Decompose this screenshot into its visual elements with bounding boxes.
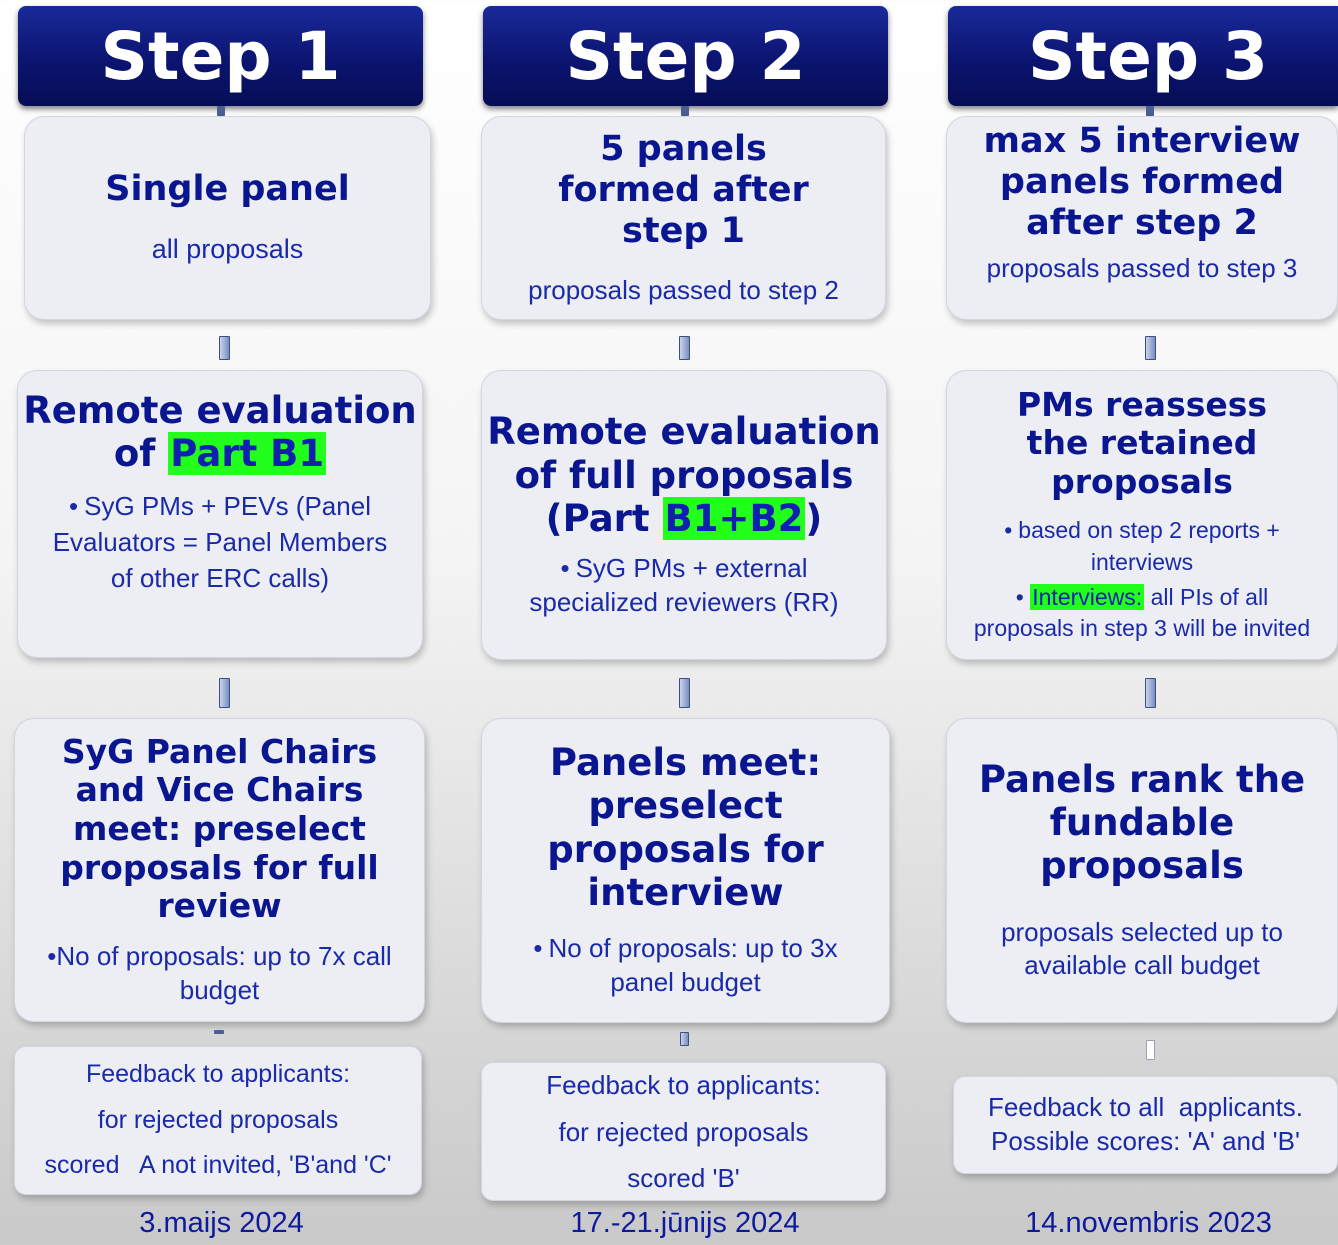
step-2-box3-body-text: No of proposals: up to 3x panel budget: [548, 933, 838, 998]
step-1-arrow-1: [219, 336, 230, 360]
step-1-remote-eval-box: [17, 370, 423, 658]
step-1-feedback-line3: scored A not invited, 'B'and 'C': [44, 1151, 392, 1180]
step-2-box3-body: [482, 932, 889, 1000]
step-2-box2-title-line1: Remote evaluation: [487, 410, 881, 454]
step-1-chairs-meet-box: [14, 718, 425, 1022]
step-1-feedback-box: [14, 1046, 422, 1195]
step-2-box2-title-line2: of full proposals: [514, 453, 854, 497]
step-3-arrow-3: [1146, 1040, 1155, 1060]
step-2-box2-title-suffix: ): [805, 496, 823, 540]
step-2-box2-title: [487, 410, 881, 540]
step-1-date: 3.maijs 2024: [139, 1207, 304, 1239]
step-3-feedback-line1: Feedback to all applicants.: [987, 1092, 1304, 1123]
step-3-header-connector: [1146, 106, 1154, 116]
step-3-box2-title: PMs reassess the retained proposals: [1016, 384, 1268, 501]
step-3-box2-bullet2-marker: •: [1015, 583, 1024, 610]
step-2-header-label: Step 2: [565, 17, 806, 95]
step-1-box2-body-text: SyG PMs + PEVs (Panel Evaluators = Panel Members of other ERC calls): [52, 490, 388, 594]
step-3-header-label: Step 3: [1028, 17, 1268, 95]
step-3-interview-panels-box: [946, 116, 1338, 320]
step-2-box2-title-line3: [487, 497, 881, 540]
step-2-feedback-line1: Feedback to applicants:: [546, 1070, 821, 1101]
step-2-box2-title-prefix: (Part: [545, 496, 663, 540]
step-1-feedback-connector: [214, 1030, 224, 1034]
step-2-date: 17.-21.jūnijs 2024: [570, 1207, 800, 1239]
step-1-box2-body: [18, 488, 422, 597]
step-2-box2-body: [482, 552, 886, 620]
step-2-b1b2-highlight: B1+B2: [664, 496, 804, 540]
step-3-arrow-1: [1145, 336, 1156, 360]
step-2-feedback-line3: scored 'B': [627, 1162, 740, 1193]
step-3-rank-box: [946, 718, 1338, 1023]
step-2-remote-eval-box: [481, 370, 887, 660]
step-2-header-connector: [681, 106, 689, 116]
step-3-header: [948, 6, 1338, 106]
step-1-feedback-line1: Feedback to applicants:: [85, 1060, 351, 1089]
step-2-box2-bullet: •: [560, 553, 570, 584]
step-3-feedback-box: [953, 1076, 1338, 1174]
step-1-box1-body: all proposals: [151, 233, 304, 264]
step-3-box2-bullet1: [947, 515, 1337, 578]
step-1-arrow-2: [219, 678, 230, 708]
step-3-box2-bullet2-text: all PIs of all proposals in step 3 will be invited: [973, 583, 1311, 642]
step-2-panels-formed-box: [481, 116, 886, 320]
step-3-box3-body: proposals selected up to available call budget: [1001, 916, 1283, 981]
step-2-arrow-3: [680, 1032, 689, 1046]
step-1-box3-bullet: •: [47, 940, 57, 971]
step-1-feedback-line2: for rejected proposals: [97, 1105, 339, 1134]
step-2-box1-body: proposals passed to step 2: [528, 274, 839, 305]
step-1-header: [18, 6, 423, 106]
step-1-box3-body: [15, 940, 424, 1008]
step-1-box3-body-text: No of proposals: up to 7x call budget: [56, 940, 392, 1005]
step-1-box2-title-line2: [23, 432, 417, 475]
step-1-box2-title-prefix: of: [113, 432, 169, 476]
step-3-reassess-box: [946, 370, 1338, 660]
step-3-box2-bullet1-marker: •: [1004, 517, 1013, 544]
step-3-box2-bullet2: [947, 582, 1337, 645]
step-3-box2-bullet1-text: based on step 2 reports + interviews: [1018, 517, 1280, 575]
step-1-box2-bullet: •: [69, 490, 79, 521]
step-1-header-label: Step 1: [100, 17, 341, 95]
step-3-feedback-line2: Possible scores: 'A' and 'B': [991, 1126, 1300, 1156]
step-2-feedback-line2: for rejected proposals: [558, 1116, 809, 1147]
step-2-box3-bullet: •: [533, 933, 543, 964]
step-1-box1-title: Single panel: [105, 168, 350, 209]
step-2-header: [483, 6, 888, 106]
step-2-panels-meet-box: [481, 718, 890, 1023]
step-3-arrow-2: [1145, 678, 1156, 708]
step-1-box2-title: [23, 389, 417, 476]
step-1-box3-title: SyG Panel Chairs and Vice Chairs meet: preselect proposals for full review: [60, 731, 379, 926]
step-2-box2-body-text: SyG PMs + external specialized reviewers (RR): [529, 553, 839, 617]
step-3-box1-body: proposals passed to step 3: [986, 252, 1298, 283]
step-2-box1-title: 5 panels formed after step 1: [558, 128, 809, 251]
step-3-box3-title: Panels rank the fundable proposals: [978, 757, 1306, 888]
step-1-box2-title-line1: Remote evaluation: [23, 389, 417, 432]
step-2-arrow-2: [679, 678, 690, 708]
step-3-box1-title: max 5 interview panels formed after step 2: [983, 121, 1301, 243]
step-1-single-panel-box: [24, 116, 431, 320]
step-3-interviews-highlight: Interviews:: [1032, 583, 1143, 610]
step-2-feedback-box: [481, 1062, 886, 1201]
step-1-part-b1-highlight: Part B1: [170, 432, 325, 476]
step-2-box3-title: Panels meet: preselect proposals for interview: [547, 741, 824, 914]
step-2-arrow-1: [679, 336, 690, 360]
step-3-date: 14.novembris 2023: [1025, 1207, 1272, 1239]
step-1-header-connector: [217, 106, 225, 116]
